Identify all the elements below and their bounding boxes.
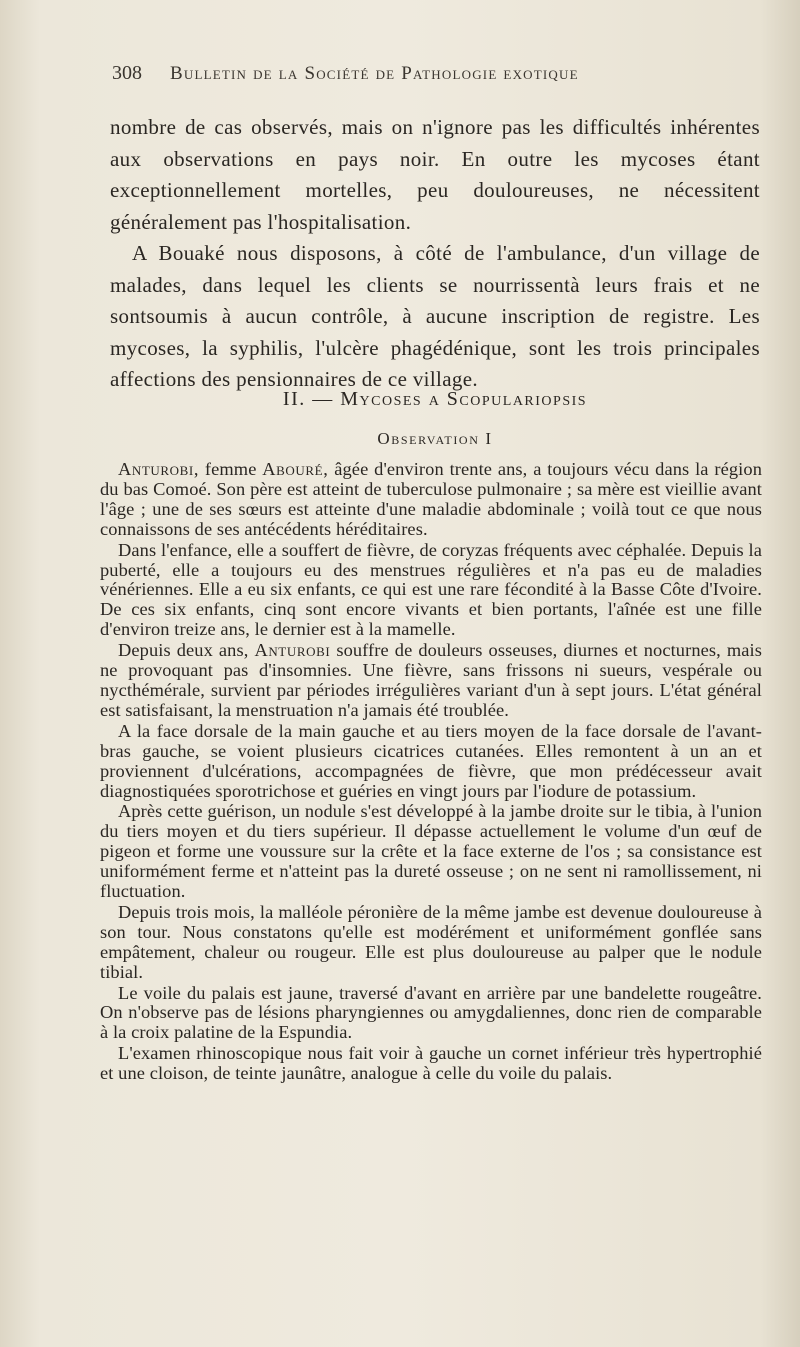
observation-paragraph	[100, 460, 762, 540]
intro-paragraph: nombre de cas observés, mais on n'ignore pas les difficultés inhérentes aux observations en pays noir. En outre les mycoses étant exceptionnellement mortelles, peu douloureuses, ne nécessitent généralement pas l'hospitalisation.	[110, 115, 760, 234]
observation-paragraph: Dans l'enfance, elle a souffert de fièvre, de coryzas fréquents avec céphalée. Depuis la puberté, elle a toujours eu des menstrues régulières et n'a pas eu de maladies vénériennes. Elle a eu six enfants, ce qui est une rare fécondité à la Basse Côte d'Ivoire. De ces six enfants, cinq sont encore vivants et bien portants, l'aînée est une fille d'environ treize ans, le dernier est à la mamelle.	[100, 539, 762, 640]
observation-text	[100, 460, 762, 1085]
observation-paragraph: L'examen rhinoscopique nous fait voir à gauche un cornet inférieur très hypertrophié et une cloison, de teinte jaunâtre, analogue à celle du voile du palais.	[100, 1043, 762, 1084]
text-fragment: âgée d'environ trente ans, a toujours vécu dans la région du bas Comoé. Son père est atteint de tuberculose pulmonaire ; sa mère est vieillie avant l'âge ; une de ses sœurs est atteinte d'une maladie abdominale ; voilà tout ce que nous connaissons de ses antécédents héréditaires.	[100, 459, 762, 539]
observation-paragraph	[100, 641, 762, 721]
running-title: Bulletin de la Société de Pathologie exotique	[170, 63, 579, 84]
observation-paragraph: Depuis trois mois, la malléole péronière de la même jambe est devenue douloureuse à son tour. Nous constatons qu'elle est modérément et uniformément gonflée sans empâtement, chaleur ou rougeur. Elle est plus douloureuse au palper que le nodule tibial.	[100, 901, 762, 982]
patient-tribe: Abouré,	[262, 459, 329, 479]
patient-name: Anturobi,	[118, 459, 200, 479]
section-title: II. — Mycoses a Scopulariopsis	[282, 388, 588, 410]
observation-title: Observation I	[377, 429, 493, 448]
text-fragment: femme	[199, 459, 263, 479]
intro-paragraph: A Bouaké nous disposons, à côté de l'ambulance, d'un village de malades, dans lequel les clients se nourrissentà leurs frais et ne sontsoumis à aucun contrôle, à aucune inscription de registre. Les mycoses, la syphilis, l'ulcère phagédénique, sont les trois principales affections des pensionnaires de ce village.	[110, 241, 760, 391]
observation-paragraph: Après cette guérison, un nodule s'est développé à la jambe droite sur le tibia, à l'union du tiers moyen et du tiers supérieur. Il dépasse actuellement le volume d'un œuf de pigeon et forme une voussure sur la crête et la face externe de l'os ; sa consistance est uniformément ferme et n'atteint pas la dureté osseuse ; on ne sent ni ramollissement, ni fluctuation.	[100, 801, 762, 902]
page-number: 308	[112, 62, 142, 84]
observation-paragraph: A la face dorsale de la main gauche et au tiers moyen de la face dorsale de l'avant-bras gauche, se voient plusieurs cicatrices cutanées. Elles remontent à un an et proviennent d'ulcérations, accompagnées de fièvre, que mon prédécesseur avait diagnostiquées sporotrichose et guéries en vingt jours par l'iodure de potassium.	[100, 720, 762, 801]
text-fragment: Depuis deux ans,	[118, 640, 255, 661]
patient-name: Anturobi	[254, 640, 331, 661]
page-header	[112, 62, 772, 96]
observation-paragraph: Le voile du palais est jaune, traversé d'avant en arrière par une bandelette rougeâtre. On n'observe pas de lésions pharyngiennes ou amygdaliennes, donc rien de comparable à la croix palatine de la Espundia.	[100, 982, 762, 1043]
text-fragment: souffre de douleurs osseuses, diurnes et nocturnes, mais ne provoquant pas d'insomnies. Une fièvre, sans frissons ni sueurs, vespérale ou nycthémérale, survient par périodes irrégulières variant d'un à sept jours. L'état général est satisfaisant, la menstruation n'a jamais été troublée.	[100, 640, 762, 720]
intro-text	[110, 112, 760, 396]
